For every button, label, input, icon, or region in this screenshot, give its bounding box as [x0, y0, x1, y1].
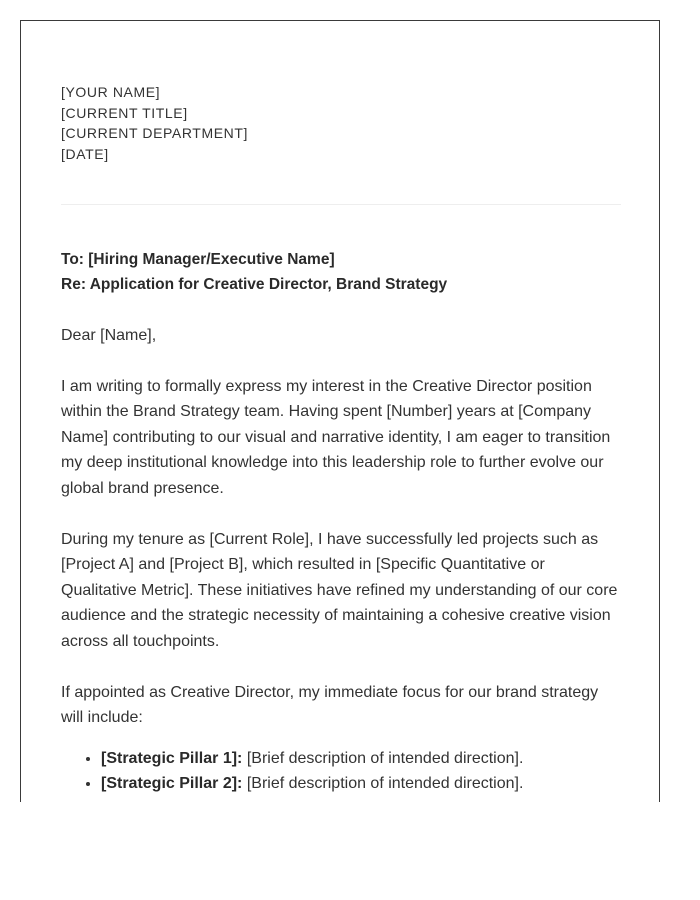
sender-title: [CURRENT TITLE] [61, 104, 188, 121]
pillar-name: [Strategic Pillar 1]: [101, 749, 243, 767]
letter-page [20, 20, 660, 802]
recipient-to: To: [Hiring Manager/Executive Name] [61, 251, 335, 268]
pillar-description: [Brief description of intended direction]. [242, 749, 524, 767]
sender-block [61, 82, 621, 164]
paragraph-focus: If appointed as Creative Director, my immediate focus for our brand strategy will include: [61, 683, 599, 726]
sender-date: [DATE] [61, 145, 109, 162]
pillar-description: [Brief description of intended direction]. [242, 774, 524, 792]
list-item [101, 771, 621, 796]
subject-line: Re: Application for Creative Director, Brand Strategy [61, 276, 448, 293]
header-divider [61, 204, 621, 205]
salutation: Dear [Name], [61, 327, 157, 344]
sender-name: [YOUR NAME] [61, 84, 161, 100]
strategic-pillars-list [61, 746, 621, 796]
paragraph-experience: During my tenure as [Current Role], I have successfully led projects such as [Project A] and [Project B], which resulted in [Specific Quantitative or Qualitative Metric]. These initiatives have refined my understanding of our core audience and the strategic necessity of maintaining a cohesive creative vision across all touchpoints. [61, 530, 618, 650]
letter-content [61, 21, 621, 796]
list-item [101, 746, 621, 771]
sender-department: [CURRENT DEPARTMENT] [61, 125, 249, 141]
recipient-block [61, 247, 621, 297]
paragraph-intro: I am writing to formally express my interest in the Creative Director position within the Brand Strategy team. Having spent [Number] years at [Company Name] contributing to our visual and narrative identity, I am eager to transition my deep institutional knowledge into this leadership role to further evolve our global brand presence. [61, 377, 611, 497]
pillar-name: [Strategic Pillar 2]: [101, 774, 243, 792]
